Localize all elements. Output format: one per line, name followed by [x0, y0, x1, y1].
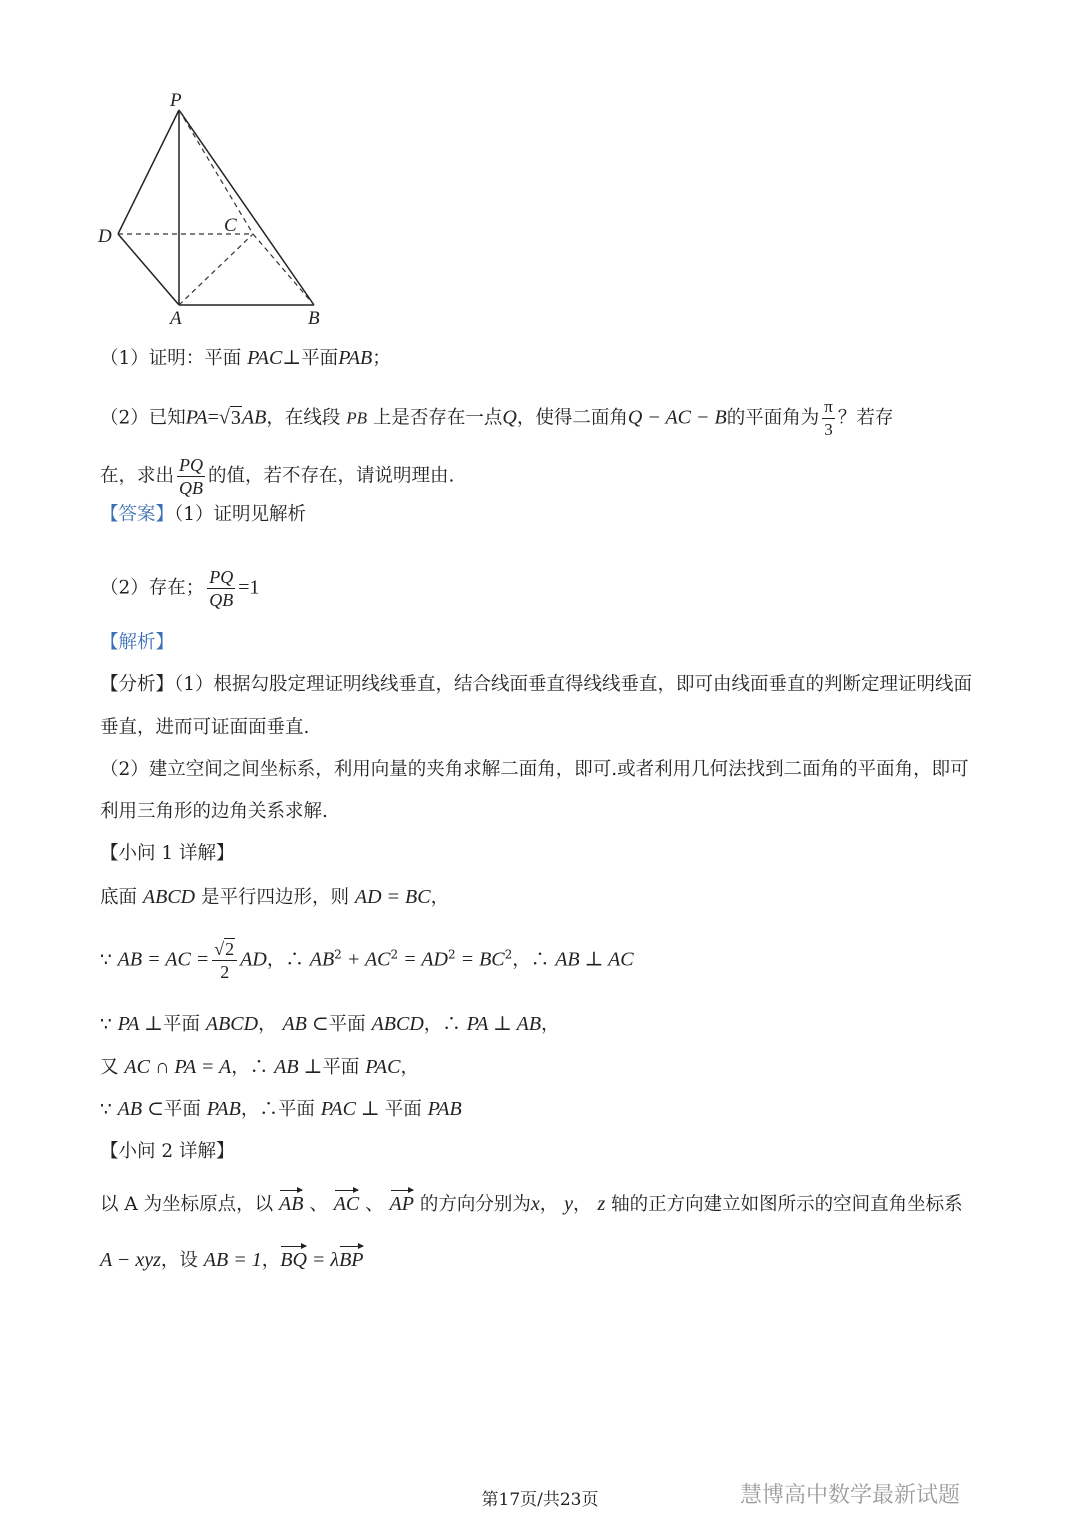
- detail2-line-2: A − xyz，设 AB = 1，BQ = λBP: [100, 1244, 364, 1273]
- detail2-tag: 【小问 2 详解】: [100, 1141, 235, 1162]
- sqrt2-over-2: $\frac{√2}{2}$: [212, 938, 237, 983]
- watermark: 慧博高中数学最新试题: [740, 1483, 961, 1508]
- detail1-line-5: ∵ AB ⊂平面 PAB，∴平面 PAC ⊥ 平面 PAB: [100, 1098, 462, 1120]
- fenxi-line-4: 利用三角形的边角关系求解.: [100, 801, 328, 822]
- page-footer: 第17页/共23页: [481, 1490, 599, 1510]
- answer-line-1: 【答案】（1）证明见解析: [100, 504, 307, 525]
- answer-fraction: $\frac{PQ}{QB}$: [209, 567, 234, 610]
- edge-PD: [118, 110, 179, 234]
- pyramid-diagram: [90, 88, 330, 333]
- fraction-pq-qb: $\frac{PQ}{QB}$: [179, 455, 204, 498]
- question-1: （1）证明：平面 PAC⊥平面PAB；: [100, 347, 391, 369]
- detail2-line-1: 以 A 为坐标原点，以 AB 、 AC 、 AP 的方向分别为x， y， z 轴的正方向建立如图所示的空间直角坐标系: [100, 1188, 963, 1217]
- label-B: B: [308, 308, 320, 329]
- question-2-line-2: 在，求出 $\frac{PQ}{QB}$ 的值，若不存在，请说明理由.: [100, 455, 455, 498]
- question-2-line-1: （2）已知PA=√3AB，在线段 PB 上是否存在一点Q，使得二面角Q − AC − B的平面角为 $\frac{\pi}{3}$ ？若存: [100, 397, 894, 439]
- fenxi-line-3: （2）建立空间之间坐标系，利用向量的夹角求解二面角，即可.或者利用几何法找到二面角的平面角，即可: [100, 759, 969, 780]
- analysis-tag: 【解析】: [100, 632, 175, 653]
- label-P: P: [170, 90, 182, 111]
- detail1-line-3: ∵ PA ⊥平面 ABCD， AB ⊂平面 ABCD，∴ PA ⊥ AB，: [100, 1013, 560, 1035]
- edge-DA: [118, 234, 179, 305]
- label-C: C: [224, 215, 237, 236]
- edge-PC: [179, 110, 253, 234]
- label-A: A: [170, 308, 182, 329]
- edge-CB: [253, 234, 314, 305]
- detail1-line-2: ∵ AB = AC = $\frac{√2}{2}$ AD，∴ $AB^2 + AC^2 = AD^2 = BC^2$，∴ AB ⊥ AC: [100, 939, 634, 982]
- detail1-tag: 【小问 1 详解】: [100, 843, 235, 864]
- answer-line-2: （2）存在； $\frac{PQ}{QB}$ =1: [100, 567, 260, 610]
- fenxi-line-2: 垂直，进而可证面面垂直.: [100, 717, 310, 738]
- fenxi-line-1: 【分析】（1）根据勾股定理证明线线垂直，结合线面垂直得线线垂直，即可由线面垂直的判断定理证明线面: [100, 674, 973, 695]
- label-D: D: [98, 226, 112, 247]
- detail1-line-4: 又 AC ∩ PA = A，∴ AB ⊥平面 PAC，: [100, 1056, 419, 1078]
- answer-tag: 【答案】: [100, 504, 175, 525]
- edge-PB: [179, 110, 314, 305]
- edge-AC: [179, 234, 253, 305]
- detail1-line-1: 底面 ABCD 是平行四边形，则 AD = BC，: [100, 886, 450, 908]
- pi-over-3: $\frac{\pi}{3}$: [824, 397, 833, 439]
